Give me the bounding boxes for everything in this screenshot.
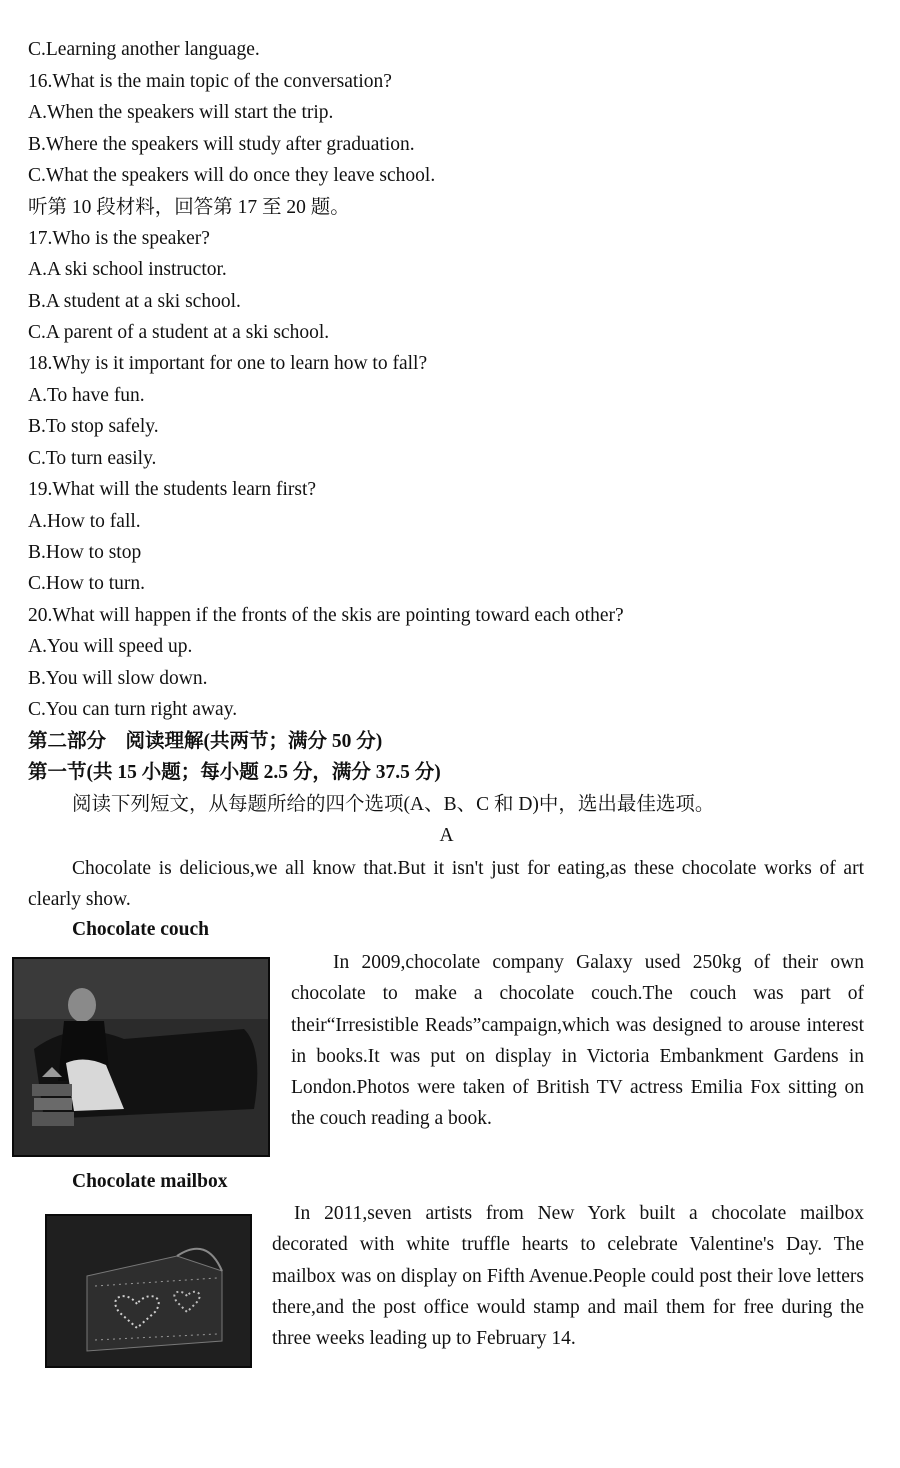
text-line: 16.What is the main topic of the conversation? bbox=[28, 71, 392, 92]
text-line: B.A student at a ski school. bbox=[28, 291, 241, 312]
text-line: C.You can turn right away. bbox=[28, 699, 238, 720]
text-line: A.When the speakers will start the trip. bbox=[28, 102, 334, 123]
text-line: B.Where the speakers will study after graduation. bbox=[28, 134, 415, 155]
text-line: 听第 10 段材料，回答第 17 至 20 题。 bbox=[28, 197, 350, 218]
text-line: 17.Who is the speaker? bbox=[28, 228, 210, 249]
section-subtitle: 第一节(共 15 小题；每小题 2.5 分，满分 37.5 分) bbox=[28, 762, 441, 783]
text-line: 18.Why is it important for one to learn how to fall? bbox=[28, 353, 428, 374]
text-line: C.To turn easily. bbox=[28, 448, 157, 469]
text-line: A.A ski school instructor. bbox=[28, 259, 227, 280]
text-line: B.To stop safely. bbox=[28, 416, 159, 437]
text-line: A.To have fun. bbox=[28, 385, 145, 406]
chocolate-mailbox-photo bbox=[45, 1214, 252, 1368]
text-line: B.You will slow down. bbox=[28, 668, 208, 689]
chocolate-couch-photo bbox=[12, 957, 270, 1157]
text-line: C.How to turn. bbox=[28, 573, 145, 594]
passage-intro: Chocolate is delicious,we all know that.But it isn't just for eating,as these chocolate works of art clearly show. bbox=[28, 858, 864, 911]
passage-label: A bbox=[439, 825, 454, 846]
text-line: A.How to fall. bbox=[28, 511, 141, 532]
couch-heading: Chocolate couch bbox=[72, 919, 210, 940]
mailbox-heading: Chocolate mailbox bbox=[72, 1171, 228, 1192]
text-line: A.You will speed up. bbox=[28, 636, 193, 657]
couch-paragraph: In 2009,chocolate company Galaxy used 250kg of their own chocolate to make a chocolate couch.The couch was part of their“Irresistible Reads”campaign,which was designed to arouse interest in books.It was put on display in Victoria Embankment Gardens in London.Photos were taken of British TV actress Emilia Fox sitting on the couch reading a book. bbox=[291, 952, 864, 1130]
text-line: C.Learning another language. bbox=[28, 39, 260, 60]
text-line: C.What the speakers will do once they leave school. bbox=[28, 165, 436, 186]
text-line: B.How to stop bbox=[28, 542, 142, 563]
text-line: 20.What will happen if the fronts of the skis are pointing toward each other? bbox=[28, 605, 624, 626]
text-line: C.A parent of a student at a ski school. bbox=[28, 322, 330, 343]
couch-photo-image bbox=[14, 959, 268, 1155]
text-line: 19.What will the students learn first? bbox=[28, 479, 317, 500]
mailbox-paragraph: In 2011,seven artists from New York built a chocolate mailbox decorated with white truffle hearts to celebrate Valentine's Day. The mailbox was on display on Fifth Avenue.People could post their love letters there,and the post office would stamp and mail them for free during the three weeks leading up to February 14. bbox=[272, 1203, 864, 1350]
mailbox-photo-image bbox=[47, 1216, 250, 1366]
section-title: 第二部分 阅读理解(共两节；满分 50 分) bbox=[28, 731, 383, 752]
instruction-text: 阅读下列短文，从每题所给的四个选项(A、B、C 和 D)中，选出最佳选项。 bbox=[72, 794, 715, 815]
